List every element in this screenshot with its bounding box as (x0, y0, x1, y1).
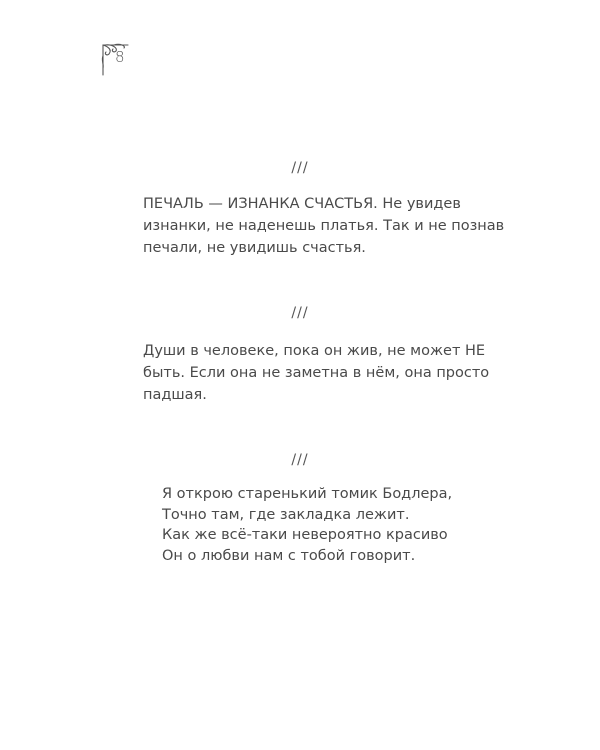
text-line: быть. Если она не заметна в нём, она просто (143, 365, 490, 381)
text-line: печали, не увидишь счастья. (143, 240, 366, 256)
text-line: ПЕЧАЛЬ — ИЗНАНКА СЧАСТЬЯ. Не увидев (143, 196, 461, 212)
page-number: 8 (115, 48, 125, 66)
verse-baudelaire (162, 484, 482, 566)
verse-line: Он о любви нам с тобой говорит. (162, 547, 416, 564)
text-line: падшая. (143, 387, 207, 403)
paragraph-soul (143, 340, 490, 406)
verse-line: Как же всё-таки невероятно красиво (162, 527, 448, 543)
section-separator: /// (291, 452, 309, 468)
text-line: Души в человеке, пока он жив, не может НЕ (143, 343, 486, 359)
paragraph-sadness (143, 193, 505, 259)
section-separator: /// (291, 160, 309, 176)
verse-line: Точно там, где закладка лежит. (162, 506, 410, 523)
verse-line: Я открою старенький томик Бодлера, (162, 486, 453, 502)
section-separator: /// (291, 305, 309, 321)
text-line: изнанки, не наденешь платья. Так и не познав (143, 218, 505, 234)
